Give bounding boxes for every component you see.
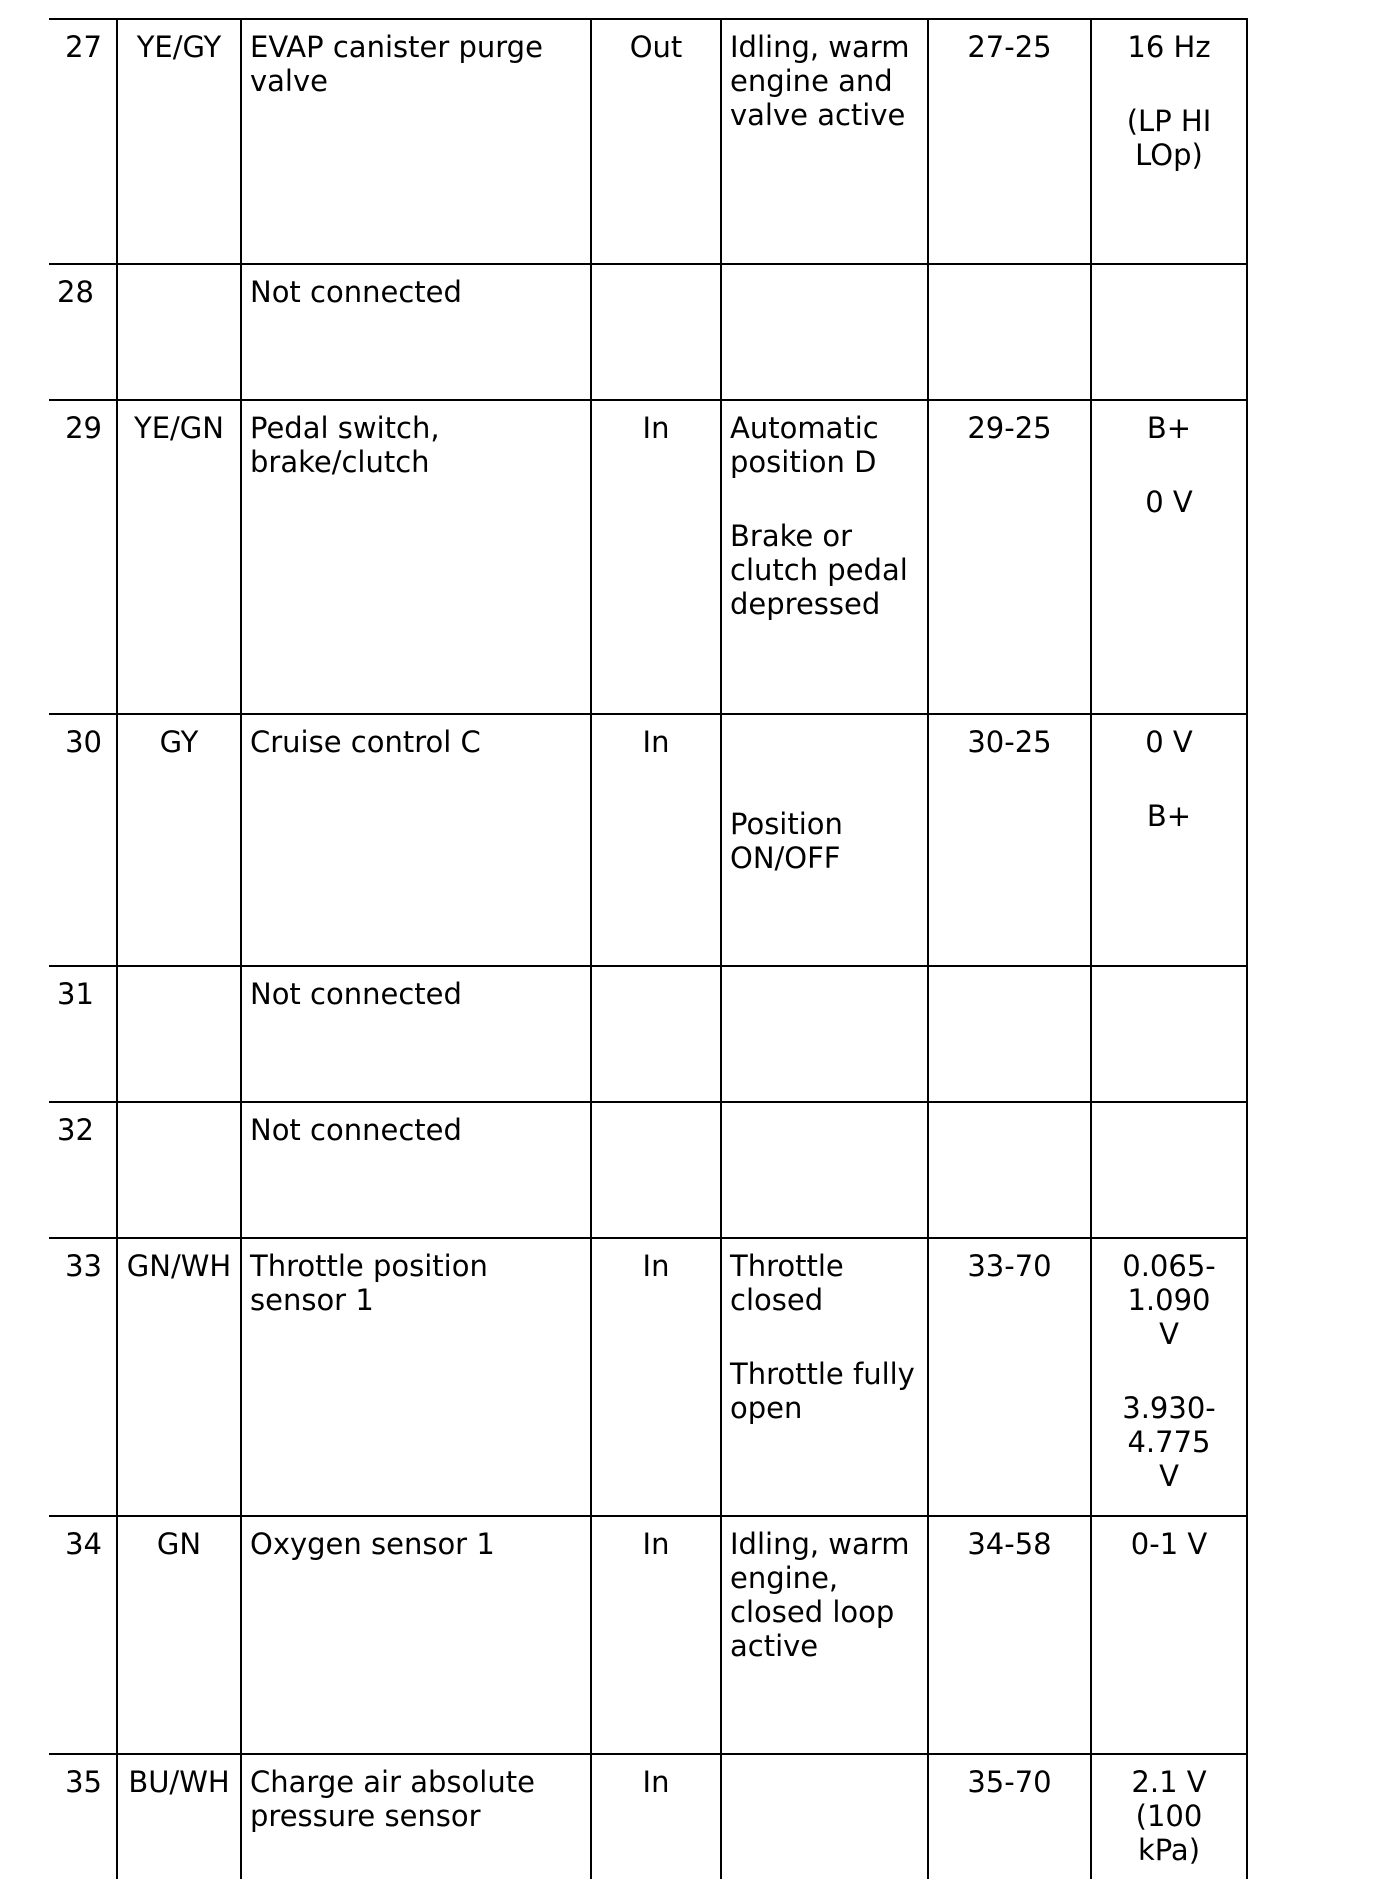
pin-number: 34	[49, 1516, 117, 1754]
condition-a: Automatic position D	[730, 411, 879, 479]
expected-value	[1091, 19, 1247, 264]
pin-number: 33	[49, 1238, 117, 1516]
table-row	[49, 1754, 1247, 1879]
test-condition	[721, 19, 928, 264]
wire-color: GY	[117, 714, 241, 966]
pin-description: Throttle position sensor 1	[241, 1238, 591, 1516]
signal-direction	[591, 966, 721, 1102]
test-condition: Idling, warm engine, closed loop active	[721, 1516, 928, 1754]
expected-value: 0-1 V	[1091, 1516, 1247, 1754]
value-b: (LP HI LOp)	[1126, 104, 1212, 172]
pin-description: Pedal switch, brake/clutch	[241, 400, 591, 714]
signal-direction: In	[591, 400, 721, 714]
measure-points	[928, 264, 1091, 400]
test-condition	[721, 714, 928, 966]
table-row	[49, 714, 1247, 966]
signal-direction: In	[591, 1238, 721, 1516]
pin-number: 35	[49, 1754, 117, 1879]
value-a: B+	[1146, 411, 1192, 445]
signal-direction	[591, 264, 721, 400]
expected-value	[1091, 400, 1247, 714]
wire-color	[117, 1102, 241, 1238]
value-b: 0 V	[1145, 485, 1193, 519]
measure-points: 27-25	[928, 19, 1091, 264]
pin-number: 28	[49, 264, 117, 400]
signal-direction: In	[591, 1516, 721, 1754]
measure-points: 34-58	[928, 1516, 1091, 1754]
pin-number: 29	[49, 400, 117, 714]
pin-number: 31	[49, 966, 117, 1102]
pin-number: 30	[49, 714, 117, 966]
wire-color: GN	[117, 1516, 241, 1754]
condition-a: Idling, warm engine and valve active	[730, 30, 910, 132]
measure-points	[928, 1102, 1091, 1238]
table-row	[49, 1102, 1247, 1238]
table-row	[49, 400, 1247, 714]
wire-color	[117, 264, 241, 400]
pin-description: Not connected	[241, 966, 591, 1102]
signal-direction: In	[591, 1754, 721, 1879]
measure-points: 30-25	[928, 714, 1091, 966]
test-condition	[721, 1102, 928, 1238]
pin-table	[49, 18, 1248, 1879]
expected-value	[1091, 966, 1247, 1102]
expected-value	[1091, 264, 1247, 400]
measure-points: 29-25	[928, 400, 1091, 714]
wire-color: GN/WH	[117, 1238, 241, 1516]
wire-color: YE/GN	[117, 400, 241, 714]
test-condition	[721, 264, 928, 400]
condition-a: Throttle closed	[730, 1249, 844, 1317]
test-condition	[721, 966, 928, 1102]
test-condition	[721, 1238, 928, 1516]
value-a: 0.065-1.090 V	[1122, 1249, 1216, 1351]
value-b: 3.930-4.775 V	[1122, 1391, 1216, 1493]
expected-value	[1091, 1754, 1247, 1879]
signal-direction: Out	[591, 19, 721, 264]
pin-number: 32	[49, 1102, 117, 1238]
measure-points	[928, 966, 1091, 1102]
wire-color: YE/GY	[117, 19, 241, 264]
signal-direction: In	[591, 714, 721, 966]
table-row	[49, 264, 1247, 400]
table-row	[49, 1238, 1247, 1516]
test-condition	[721, 1754, 928, 1879]
table-row	[49, 19, 1247, 264]
expected-value	[1091, 1238, 1247, 1516]
pin-description: Not connected	[241, 264, 591, 400]
pin-description: EVAP canister purge valve	[241, 19, 591, 264]
value-b: B+	[1146, 799, 1192, 833]
test-condition	[721, 400, 928, 714]
value-a: 2.1 V (100 kPa)	[1131, 1765, 1207, 1867]
table-row	[49, 966, 1247, 1102]
pin-description: Oxygen sensor 1	[241, 1516, 591, 1754]
pin-description: Not connected	[241, 1102, 591, 1238]
expected-value	[1091, 1102, 1247, 1238]
value-a: 16 Hz	[1127, 30, 1211, 64]
wire-color: BU/WH	[117, 1754, 241, 1879]
value-a: 0 V	[1145, 725, 1193, 759]
pin-number: 27	[49, 19, 117, 264]
wire-color	[117, 966, 241, 1102]
signal-direction	[591, 1102, 721, 1238]
pin-description: Charge air absolute pressure sensor	[241, 1754, 591, 1879]
table-row	[49, 1516, 1247, 1754]
measure-points: 35-70	[928, 1754, 1091, 1879]
pin-description: Cruise control C	[241, 714, 591, 966]
condition-b: Throttle fully open	[730, 1357, 915, 1425]
condition-b: Position ON/OFF	[730, 807, 843, 875]
measure-points: 33-70	[928, 1238, 1091, 1516]
condition-b: Brake or clutch pedal depressed	[730, 519, 908, 621]
expected-value	[1091, 714, 1247, 966]
